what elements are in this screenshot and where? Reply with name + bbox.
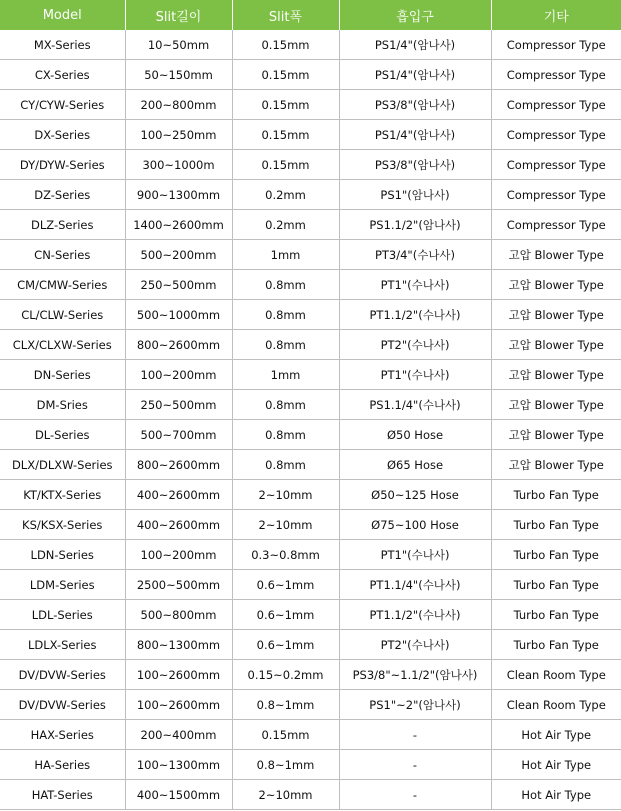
cell-other: 고압 Blower Type bbox=[491, 330, 621, 360]
table-body bbox=[0, 30, 621, 810]
cell-slit-width: 1mm bbox=[232, 360, 339, 390]
cell-slit-width: 1mm bbox=[232, 240, 339, 270]
cell-other: Clean Room Type bbox=[491, 690, 621, 720]
cell-inlet: PT3/4"(수나사) bbox=[339, 240, 491, 270]
cell-slit-width: 0.8~1mm bbox=[232, 690, 339, 720]
cell-model: DZ-Series bbox=[0, 180, 125, 210]
cell-slit-width: 0.15mm bbox=[232, 30, 339, 60]
cell-other: Hot Air Type bbox=[491, 720, 621, 750]
cell-model: HAT-Series bbox=[0, 780, 125, 810]
cell-slit-width: 0.15~0.2mm bbox=[232, 660, 339, 690]
cell-slit-width: 0.15mm bbox=[232, 150, 339, 180]
cell-model: DLZ-Series bbox=[0, 210, 125, 240]
cell-inlet: PS1/4"(암나사) bbox=[339, 30, 491, 60]
cell-slit-length: 100~2600mm bbox=[125, 660, 232, 690]
cell-inlet: - bbox=[339, 750, 491, 780]
cell-slit-length: 400~1500mm bbox=[125, 780, 232, 810]
table-row bbox=[0, 180, 621, 210]
cell-slit-length: 100~1300mm bbox=[125, 750, 232, 780]
cell-slit-length: 100~200mm bbox=[125, 360, 232, 390]
cell-model: HA-Series bbox=[0, 750, 125, 780]
cell-inlet: PS3/8"(암나사) bbox=[339, 150, 491, 180]
cell-model: LDL-Series bbox=[0, 600, 125, 630]
cell-other: 고압 Blower Type bbox=[491, 300, 621, 330]
table-row bbox=[0, 660, 621, 690]
cell-model: DV/DVW-Series bbox=[0, 690, 125, 720]
cell-inlet: - bbox=[339, 720, 491, 750]
cell-model: DL-Series bbox=[0, 420, 125, 450]
cell-inlet: - bbox=[339, 780, 491, 810]
cell-slit-width: 0.15mm bbox=[232, 60, 339, 90]
cell-slit-width: 0.6~1mm bbox=[232, 630, 339, 660]
cell-inlet: PS3/8"(암나사) bbox=[339, 90, 491, 120]
table-row bbox=[0, 630, 621, 660]
cell-other: 고압 Blower Type bbox=[491, 240, 621, 270]
table-row bbox=[0, 480, 621, 510]
cell-slit-length: 200~400mm bbox=[125, 720, 232, 750]
table-row bbox=[0, 600, 621, 630]
header-slit-width: Slit폭 bbox=[232, 0, 339, 30]
cell-inlet: PS1/4"(암나사) bbox=[339, 120, 491, 150]
cell-inlet: Ø65 Hose bbox=[339, 450, 491, 480]
cell-other: Turbo Fan Type bbox=[491, 570, 621, 600]
table-row bbox=[0, 450, 621, 480]
cell-model: DLX/DLXW-Series bbox=[0, 450, 125, 480]
cell-other: Turbo Fan Type bbox=[491, 540, 621, 570]
cell-model: CN-Series bbox=[0, 240, 125, 270]
cell-slit-width: 2~10mm bbox=[232, 510, 339, 540]
cell-slit-length: 400~2600mm bbox=[125, 510, 232, 540]
cell-other: Turbo Fan Type bbox=[491, 600, 621, 630]
cell-inlet: PT1.1/4"(수나사) bbox=[339, 570, 491, 600]
cell-inlet: PS1"(암나사) bbox=[339, 180, 491, 210]
cell-inlet: PT1"(수나사) bbox=[339, 540, 491, 570]
cell-model: DN-Series bbox=[0, 360, 125, 390]
cell-other: Turbo Fan Type bbox=[491, 510, 621, 540]
cell-model: CY/CYW-Series bbox=[0, 90, 125, 120]
table-row bbox=[0, 510, 621, 540]
cell-slit-length: 2500~500mm bbox=[125, 570, 232, 600]
cell-model: HAX-Series bbox=[0, 720, 125, 750]
cell-slit-width: 0.15mm bbox=[232, 90, 339, 120]
table-row bbox=[0, 120, 621, 150]
cell-other: 고압 Blower Type bbox=[491, 420, 621, 450]
cell-other: Turbo Fan Type bbox=[491, 630, 621, 660]
cell-slit-length: 800~2600mm bbox=[125, 450, 232, 480]
table-row bbox=[0, 90, 621, 120]
table-row bbox=[0, 750, 621, 780]
cell-slit-width: 0.8mm bbox=[232, 450, 339, 480]
cell-slit-width: 0.8mm bbox=[232, 270, 339, 300]
cell-inlet: PT2"(수나사) bbox=[339, 330, 491, 360]
cell-slit-length: 10~50mm bbox=[125, 30, 232, 60]
cell-other: Compressor Type bbox=[491, 60, 621, 90]
table-row bbox=[0, 270, 621, 300]
cell-other: Hot Air Type bbox=[491, 780, 621, 810]
cell-inlet: PT1"(수나사) bbox=[339, 270, 491, 300]
cell-slit-width: 0.2mm bbox=[232, 180, 339, 210]
cell-slit-width: 2~10mm bbox=[232, 780, 339, 810]
cell-slit-length: 200~800mm bbox=[125, 90, 232, 120]
cell-model: CX-Series bbox=[0, 60, 125, 90]
table-row bbox=[0, 60, 621, 90]
cell-slit-length: 500~1000mm bbox=[125, 300, 232, 330]
cell-other: 고압 Blower Type bbox=[491, 360, 621, 390]
table-row bbox=[0, 390, 621, 420]
cell-slit-width: 0.6~1mm bbox=[232, 600, 339, 630]
cell-slit-length: 500~800mm bbox=[125, 600, 232, 630]
cell-slit-length: 100~2600mm bbox=[125, 690, 232, 720]
header-other: 기타 bbox=[491, 0, 621, 30]
cell-model: MX-Series bbox=[0, 30, 125, 60]
header-row bbox=[0, 0, 621, 30]
cell-model: LDM-Series bbox=[0, 570, 125, 600]
cell-model: KS/KSX-Series bbox=[0, 510, 125, 540]
cell-slit-width: 0.8mm bbox=[232, 300, 339, 330]
cell-other: 고압 Blower Type bbox=[491, 450, 621, 480]
cell-slit-length: 500~200mm bbox=[125, 240, 232, 270]
cell-other: Clean Room Type bbox=[491, 660, 621, 690]
cell-model: LDLX-Series bbox=[0, 630, 125, 660]
cell-slit-width: 0.8mm bbox=[232, 390, 339, 420]
cell-model: DV/DVW-Series bbox=[0, 660, 125, 690]
cell-slit-length: 100~200mm bbox=[125, 540, 232, 570]
cell-slit-length: 800~1300mm bbox=[125, 630, 232, 660]
header-model: Model bbox=[0, 0, 125, 30]
table-row bbox=[0, 150, 621, 180]
cell-slit-width: 0.15mm bbox=[232, 120, 339, 150]
cell-other: Hot Air Type bbox=[491, 750, 621, 780]
cell-inlet: PT1"(수나사) bbox=[339, 360, 491, 390]
cell-inlet: Ø75~100 Hose bbox=[339, 510, 491, 540]
cell-slit-length: 500~700mm bbox=[125, 420, 232, 450]
table-row bbox=[0, 690, 621, 720]
cell-other: Compressor Type bbox=[491, 150, 621, 180]
table-row bbox=[0, 720, 621, 750]
cell-slit-length: 900~1300mm bbox=[125, 180, 232, 210]
cell-other: 고압 Blower Type bbox=[491, 270, 621, 300]
cell-inlet: PT1.1/2"(수나사) bbox=[339, 600, 491, 630]
cell-slit-length: 100~250mm bbox=[125, 120, 232, 150]
table-row bbox=[0, 330, 621, 360]
cell-inlet: Ø50 Hose bbox=[339, 420, 491, 450]
cell-slit-width: 0.15mm bbox=[232, 720, 339, 750]
cell-other: 고압 Blower Type bbox=[491, 390, 621, 420]
cell-other: Compressor Type bbox=[491, 210, 621, 240]
table-row bbox=[0, 210, 621, 240]
cell-model: DM-Sries bbox=[0, 390, 125, 420]
table-row bbox=[0, 240, 621, 270]
header-slit-length: Slit길이 bbox=[125, 0, 232, 30]
cell-inlet: PS1.1/2"(암나사) bbox=[339, 210, 491, 240]
header-inlet: 흡입구 bbox=[339, 0, 491, 30]
cell-model: CLX/CLXW-Series bbox=[0, 330, 125, 360]
cell-inlet: PT2"(수나사) bbox=[339, 630, 491, 660]
cell-slit-width: 2~10mm bbox=[232, 480, 339, 510]
table-row bbox=[0, 540, 621, 570]
table-row bbox=[0, 420, 621, 450]
cell-slit-length: 1400~2600mm bbox=[125, 210, 232, 240]
cell-inlet: PS1/4"(암나사) bbox=[339, 60, 491, 90]
cell-slit-length: 250~500mm bbox=[125, 270, 232, 300]
cell-inlet: PS1.1/4"(수나사) bbox=[339, 390, 491, 420]
table-row bbox=[0, 360, 621, 390]
table-row bbox=[0, 30, 621, 60]
cell-slit-width: 0.8mm bbox=[232, 420, 339, 450]
cell-inlet: PS3/8"~1.1/2"(암나사) bbox=[339, 660, 491, 690]
cell-other: Compressor Type bbox=[491, 90, 621, 120]
cell-slit-length: 800~2600mm bbox=[125, 330, 232, 360]
cell-model: CL/CLW-Series bbox=[0, 300, 125, 330]
cell-other: Turbo Fan Type bbox=[491, 480, 621, 510]
cell-model: DX-Series bbox=[0, 120, 125, 150]
cell-slit-length: 300~1000m bbox=[125, 150, 232, 180]
table-row bbox=[0, 570, 621, 600]
cell-model: DY/DYW-Series bbox=[0, 150, 125, 180]
cell-model: KT/KTX-Series bbox=[0, 480, 125, 510]
table-row bbox=[0, 300, 621, 330]
cell-inlet: PT1.1/2"(수나사) bbox=[339, 300, 491, 330]
table-row bbox=[0, 780, 621, 810]
cell-inlet: Ø50~125 Hose bbox=[339, 480, 491, 510]
cell-model: CM/CMW-Series bbox=[0, 270, 125, 300]
cell-slit-width: 0.6~1mm bbox=[232, 570, 339, 600]
cell-slit-length: 400~2600mm bbox=[125, 480, 232, 510]
cell-other: Compressor Type bbox=[491, 180, 621, 210]
cell-model: LDN-Series bbox=[0, 540, 125, 570]
cell-slit-width: 0.8~1mm bbox=[232, 750, 339, 780]
cell-other: Compressor Type bbox=[491, 30, 621, 60]
cell-slit-length: 250~500mm bbox=[125, 390, 232, 420]
cell-inlet: PS1"~2"(암나사) bbox=[339, 690, 491, 720]
cell-slit-width: 0.2mm bbox=[232, 210, 339, 240]
cell-slit-width: 0.3~0.8mm bbox=[232, 540, 339, 570]
cell-other: Compressor Type bbox=[491, 120, 621, 150]
cell-slit-width: 0.8mm bbox=[232, 330, 339, 360]
cell-slit-length: 50~150mm bbox=[125, 60, 232, 90]
